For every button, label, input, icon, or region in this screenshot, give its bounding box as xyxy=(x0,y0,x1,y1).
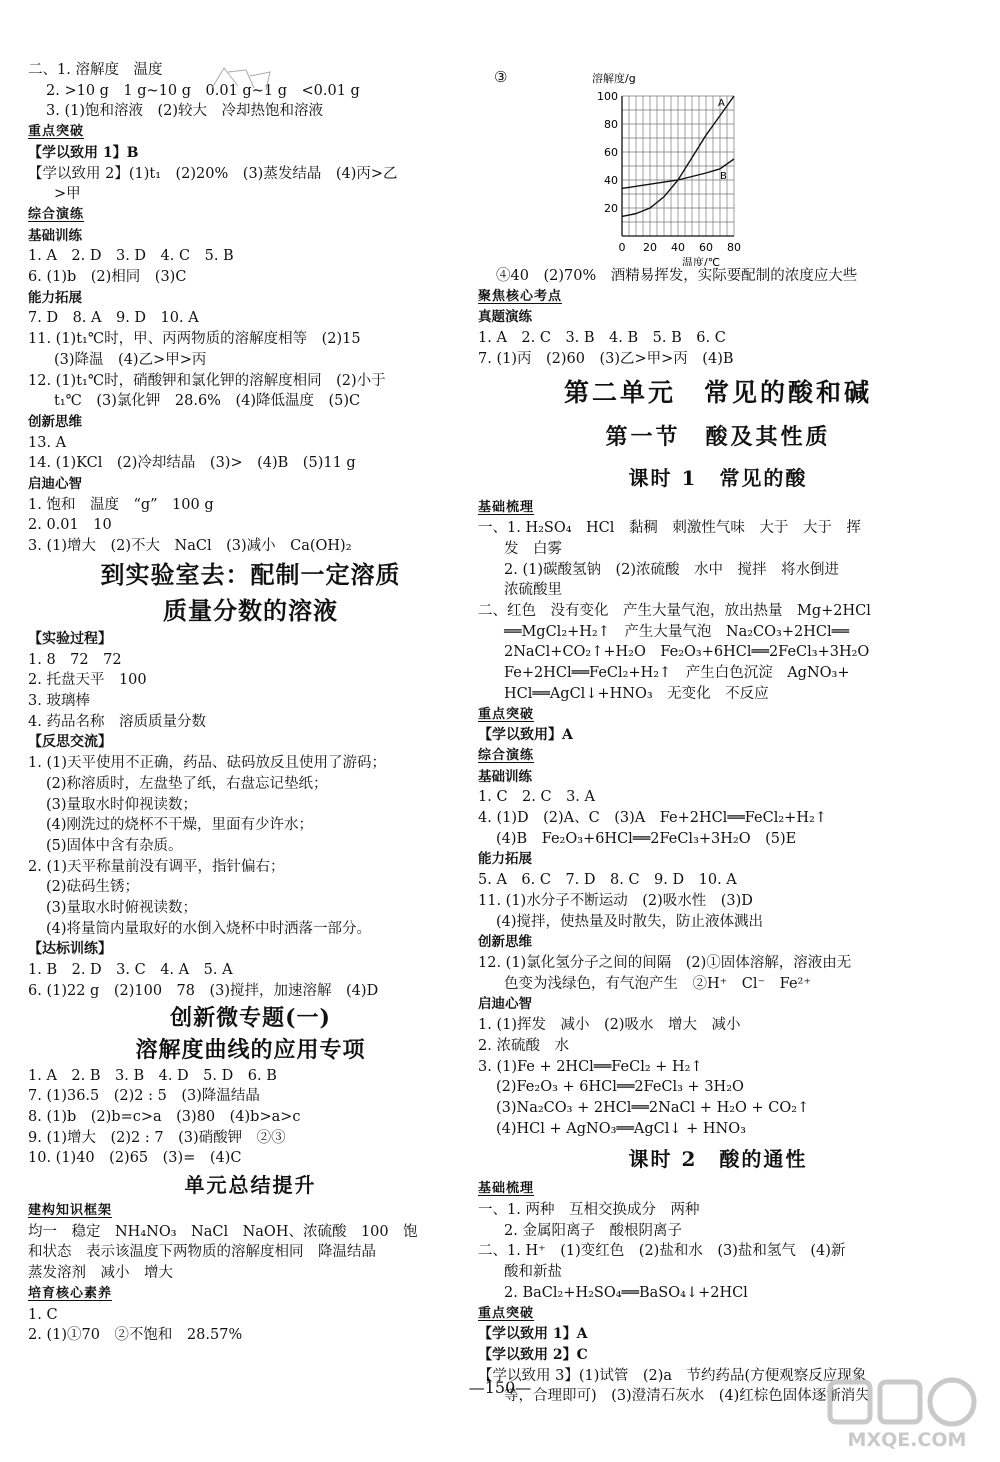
answer-line: 【学以致用 3】(1)试管 (2)a 节约药品(方便观察反应现象 xyxy=(478,1367,867,1384)
answer-line: 1. A 2. B 3. B 4. D 5. D 6. B xyxy=(28,1067,277,1084)
answer-line: ④40 (2)70% 酒精易挥发，实际要配制的浓度应大些 xyxy=(496,268,858,284)
answer-line: 3. (1)Fe + 2HCl══FeCl₂ + H₂↑ xyxy=(478,1058,703,1075)
bracket-heading: 【达标训练】 xyxy=(28,941,112,958)
answer-line: t₁℃ (3)氯化钾 28.6% (4)降低温度 (5)C xyxy=(54,393,361,410)
answer-line: (2)Fe₂O₃ + 6HCl══2FeCl₃ + 3H₂O xyxy=(496,1079,744,1096)
answer-line: 一、1. 两种 互相交换成分 两种 xyxy=(478,1202,700,1219)
section-heading: 建构知识框架 xyxy=(28,1203,113,1219)
answer-line: ══MgCl₂+H₂↑ 产生大量气泡 Na₂CO₃+2HCl══ xyxy=(504,623,850,640)
answer-line: 3. (1)增大 (2)不大 NaCl (3)减小 Ca(OH)₂ xyxy=(28,538,352,555)
subsection-heading: 创新思维 xyxy=(28,413,82,430)
series-label-a: A xyxy=(718,98,725,109)
right-column-lines xyxy=(478,266,958,1407)
chapter-title: 质量分数的溶液 xyxy=(163,595,338,625)
answer-line: (3)量取水时仰视读数； xyxy=(46,796,198,813)
chart-item-label: ③ xyxy=(494,68,508,86)
answer-line: (4)刚洗过的烧杯不干燥，里面有少许水； xyxy=(46,817,314,834)
x-tick-label: 0 xyxy=(618,241,626,254)
answer-line: 8. (1)b (2)b=c>a (3)80 (4)b>a>c xyxy=(28,1108,301,1125)
answer-line: (2)砝码生锈； xyxy=(46,879,140,896)
section-heading: 综合演练 xyxy=(28,206,85,222)
answer-line: (3)Na₂CO₃ + 2HCl══2NaCl + H₂O + CO₂↑ xyxy=(496,1099,810,1116)
answer-line: (4)B Fe₂O₃+6HCl══2FeCl₃+3H₂O (5)E xyxy=(496,830,797,847)
answer-line: 12. (1)t₁℃时，硝酸钾和氯化钾的溶解度相同 (2)小于 xyxy=(28,372,386,389)
subsection-heading: 创新思维 xyxy=(478,934,532,951)
y-tick-label: 40 xyxy=(604,174,618,187)
answer-line: 1. 饱和 温度 “g” 100 g xyxy=(28,496,214,513)
page-number: —150— xyxy=(468,1378,532,1397)
series-label-b: B xyxy=(720,171,727,182)
answer-line: 二、1. 溶解度 温度 xyxy=(28,62,163,78)
y-tick-label: 60 xyxy=(604,146,618,159)
subsection-heading: 能力拓展 xyxy=(478,851,532,868)
answer-line: 2. 金属阳离子 酸根阴离子 xyxy=(504,1222,682,1239)
answer-line: HCl══AgCl↓+HNO₃ 无变化 不反应 xyxy=(504,685,769,702)
bracket-heading: 【学以致用 2】C xyxy=(478,1346,588,1363)
answer-line: 浓硫酸里 xyxy=(504,582,562,599)
subsection-heading: 真题演练 xyxy=(478,309,532,326)
solubility-chart-block xyxy=(478,60,958,266)
bracket-heading: 【学以致用 1】B xyxy=(28,144,139,161)
section-heading: 重点突破 xyxy=(478,706,535,722)
answer-line: 【学以致用 2】(1)t₁ (2)20% (3)蒸发结晶 (4)丙>乙 xyxy=(28,165,398,182)
chapter-title: 到实验室去：配制一定溶质 xyxy=(100,559,401,589)
left-column xyxy=(28,60,473,1346)
answer-line: 2. (1)碳酸氢钠 (2)浓硫酸 水中 搅拌 将水倒进 xyxy=(504,561,840,578)
answer-line: 1. C 2. C 3. A xyxy=(478,789,595,806)
solubility-chart xyxy=(588,66,758,266)
y-tick-label: 80 xyxy=(604,118,618,131)
answer-line: 11. (1)t₁℃时，甲、丙两物质的溶解度相等 (2)15 xyxy=(28,331,361,348)
watermark-logo-icon xyxy=(822,1372,992,1452)
answer-line: 5. A 6. C 7. D 8. C 9. D 10. A xyxy=(478,872,737,889)
chapter-title: 单元总结提升 xyxy=(184,1173,317,1198)
subsection-heading: 能力拓展 xyxy=(28,289,82,306)
y-tick-label: 20 xyxy=(604,202,618,215)
subsection-heading: 基础训练 xyxy=(478,768,532,785)
answer-line: 均一 稳定 NH₄NO₃ NaCl NaOH、浓硫酸 100 饱 xyxy=(28,1223,418,1240)
answer-line: 2NaCl+CO₂↑+H₂O Fe₂O₃+6HCl══2FeCl₃+3H₂O xyxy=(504,644,870,661)
bracket-heading: 【实验过程】 xyxy=(28,630,112,647)
section-heading: 重点突破 xyxy=(478,1305,535,1321)
answer-line: (3)降温 (4)乙>甲>丙 xyxy=(54,351,207,368)
answer-line: 7. D 8. A 9. D 10. A xyxy=(28,310,199,327)
answer-line: 1. A 2. D 3. D 4. C 5. B xyxy=(28,248,234,265)
answer-line: 9. (1)增大 (2)2 : 7 (3)硝酸钾 ②③ xyxy=(28,1129,286,1146)
x-tick-label: 40 xyxy=(671,241,685,254)
y-tick-label: 100 xyxy=(597,90,618,103)
faint-stamp-icon xyxy=(206,62,276,96)
answer-line: 1. B 2. D 3. C 4. A 5. A xyxy=(28,962,233,979)
section-heading: 基础梳理 xyxy=(478,499,535,515)
chapter-title: 课时 2 酸的通性 xyxy=(628,1147,808,1172)
x-tick-label: 60 xyxy=(699,241,713,254)
section-heading: 培育核心素养 xyxy=(28,1285,113,1301)
answer-line: 6. (1)b (2)相同 (3)C xyxy=(28,269,187,286)
answer-line: 等，合理即可) (3)澄清石灰水 (4)红棕色固体逐渐消失 xyxy=(504,1388,870,1405)
bracket-heading: 【反思交流】 xyxy=(28,734,112,751)
x-tick-label: 80 xyxy=(727,241,741,254)
answer-line: 2. (1)天平称量前没有调平，指针偏右； xyxy=(28,858,285,875)
answer-line: Fe+2HCl══FeCl₂+H₂↑ 产生白色沉淀 AgNO₃+ xyxy=(504,665,850,682)
subsection-heading: 启迪心智 xyxy=(28,476,82,493)
x-tick-label: 20 xyxy=(643,241,657,254)
answer-line: 11. (1)水分子不断运动 (2)吸水性 (3)D xyxy=(478,892,753,909)
section-heading: 重点突破 xyxy=(28,124,85,140)
section-heading: 基础梳理 xyxy=(478,1181,535,1197)
answer-line: 蒸发溶剂 减小 增大 xyxy=(28,1265,173,1282)
answer-line: 14. (1)KCl (2)冷却结晶 (3)> (4)B (5)11 g xyxy=(28,455,356,472)
answer-line: 1. (1)天平使用不正确，药品、砝码放反且使用了游码； xyxy=(28,755,386,772)
answer-line: 7. (1)丙 (2)60 (3)乙>甲>丙 (4)B xyxy=(478,350,734,367)
chapter-title: 第二单元 常见的酸和碱 xyxy=(563,377,872,407)
x-axis-label: 温度/℃ xyxy=(682,256,721,266)
answer-line: (4)搅拌，使热量及时散失，防止液体溅出 xyxy=(496,913,764,930)
answer-line: 3. 玻璃棒 xyxy=(28,692,90,709)
section-heading: 综合演练 xyxy=(478,747,535,763)
answer-line: 12. (1)氯化氢分子之间的间隔 (2)①固体溶解，溶液由无 xyxy=(478,954,852,971)
answer-line: (3)量取水时俯视读数； xyxy=(46,900,198,917)
chapter-title: 课时 1 常见的酸 xyxy=(628,465,808,490)
answer-line: 7. (1)36.5 (2)2 : 5 (3)降温结晶 xyxy=(28,1088,260,1105)
answer-line: >甲 xyxy=(54,186,81,203)
bracket-heading: 【学以致用 1】A xyxy=(478,1326,588,1343)
answer-line: 一、1. H₂SO₄ HCl 黏稠 刺激性气味 大于 大于 挥 xyxy=(478,520,861,537)
answer-line: 6. (1)22 g (2)100 78 (3)搅拌，加速溶解 (4)D xyxy=(28,982,379,999)
answer-line: 2. 浓硫酸 水 xyxy=(478,1037,569,1054)
chapter-title: 第一节 酸及其性质 xyxy=(605,423,831,450)
y-axis-label: 溶解度/g xyxy=(592,72,636,85)
answer-line: 4. (1)D (2)A、C (3)A Fe+2HCl══FeCl₂+H₂↑ xyxy=(478,810,827,827)
answer-line: 和状态 表示该温度下两物质的溶解度相同 降温结晶 xyxy=(28,1244,376,1261)
bracket-heading: 【学以致用】A xyxy=(478,727,573,744)
answer-line: 1. A 2. C 3. B 4. B 5. B 6. C xyxy=(478,330,726,347)
answer-line: 4. 药品名称 溶质质量分数 xyxy=(28,713,206,730)
answer-line: 酸和新盐 xyxy=(504,1264,562,1281)
answer-line: 13. A xyxy=(28,434,67,451)
answer-line: (2)称溶质时，左盘垫了纸，右盘忘记垫纸； xyxy=(46,775,328,792)
answer-line: 色变为浅绿色，有气泡产生 ②H⁺ Cl⁻ Fe²⁺ xyxy=(504,975,811,992)
answer-line: 2. 托盘天平 100 xyxy=(28,672,147,689)
answer-line: 二、红色 没有变化 产生大量气泡，放出热量 Mg+2HCl xyxy=(478,603,871,620)
answer-line: 1. (1)挥发 减小 (2)吸水 增大 减小 xyxy=(478,1017,741,1034)
subsection-heading: 基础训练 xyxy=(28,227,82,244)
answer-line: 发 白雾 xyxy=(504,540,562,557)
answer-line: 2. 0.01 10 xyxy=(28,517,112,534)
chapter-title: 溶解度曲线的应用专项 xyxy=(135,1036,366,1063)
subsection-heading: 启迪心智 xyxy=(478,996,532,1013)
answer-line: 二、1. H⁺ (1)变红色 (2)盐和水 (3)盐和氢气 (4)新 xyxy=(478,1243,846,1260)
answer-line: (4)将量筒内量取好的水倒入烧杯中时洒落一部分。 xyxy=(46,920,372,937)
answer-line: 10. (1)40 (2)65 (3)= (4)C xyxy=(28,1150,242,1167)
answer-line: (5)固体中含有杂质。 xyxy=(46,837,183,854)
chapter-title: 创新微专题(一) xyxy=(170,1004,331,1031)
answer-line: 2. (1)①70 ②不饱和 28.57% xyxy=(28,1327,243,1344)
watermark-text: MXQE.COM xyxy=(847,1429,967,1451)
section-heading: 聚焦核心考点 xyxy=(478,288,563,304)
answer-line: 1. 8 72 72 xyxy=(28,651,122,668)
right-column xyxy=(478,60,958,1407)
answer-line: 2. BaCl₂+H₂SO₄══BaSO₄↓+2HCl xyxy=(504,1284,748,1301)
answer-line: 2. >10 g 1 g~10 g 0.01 g~1 g <0.01 g xyxy=(46,82,360,99)
answer-line: 3. (1)饱和溶液 (2)较大 冷却热饱和溶液 xyxy=(46,103,324,120)
answer-line: 1. C xyxy=(28,1306,58,1323)
answer-line: (4)HCl + AgNO₃══AgCl↓ + HNO₃ xyxy=(496,1120,746,1137)
